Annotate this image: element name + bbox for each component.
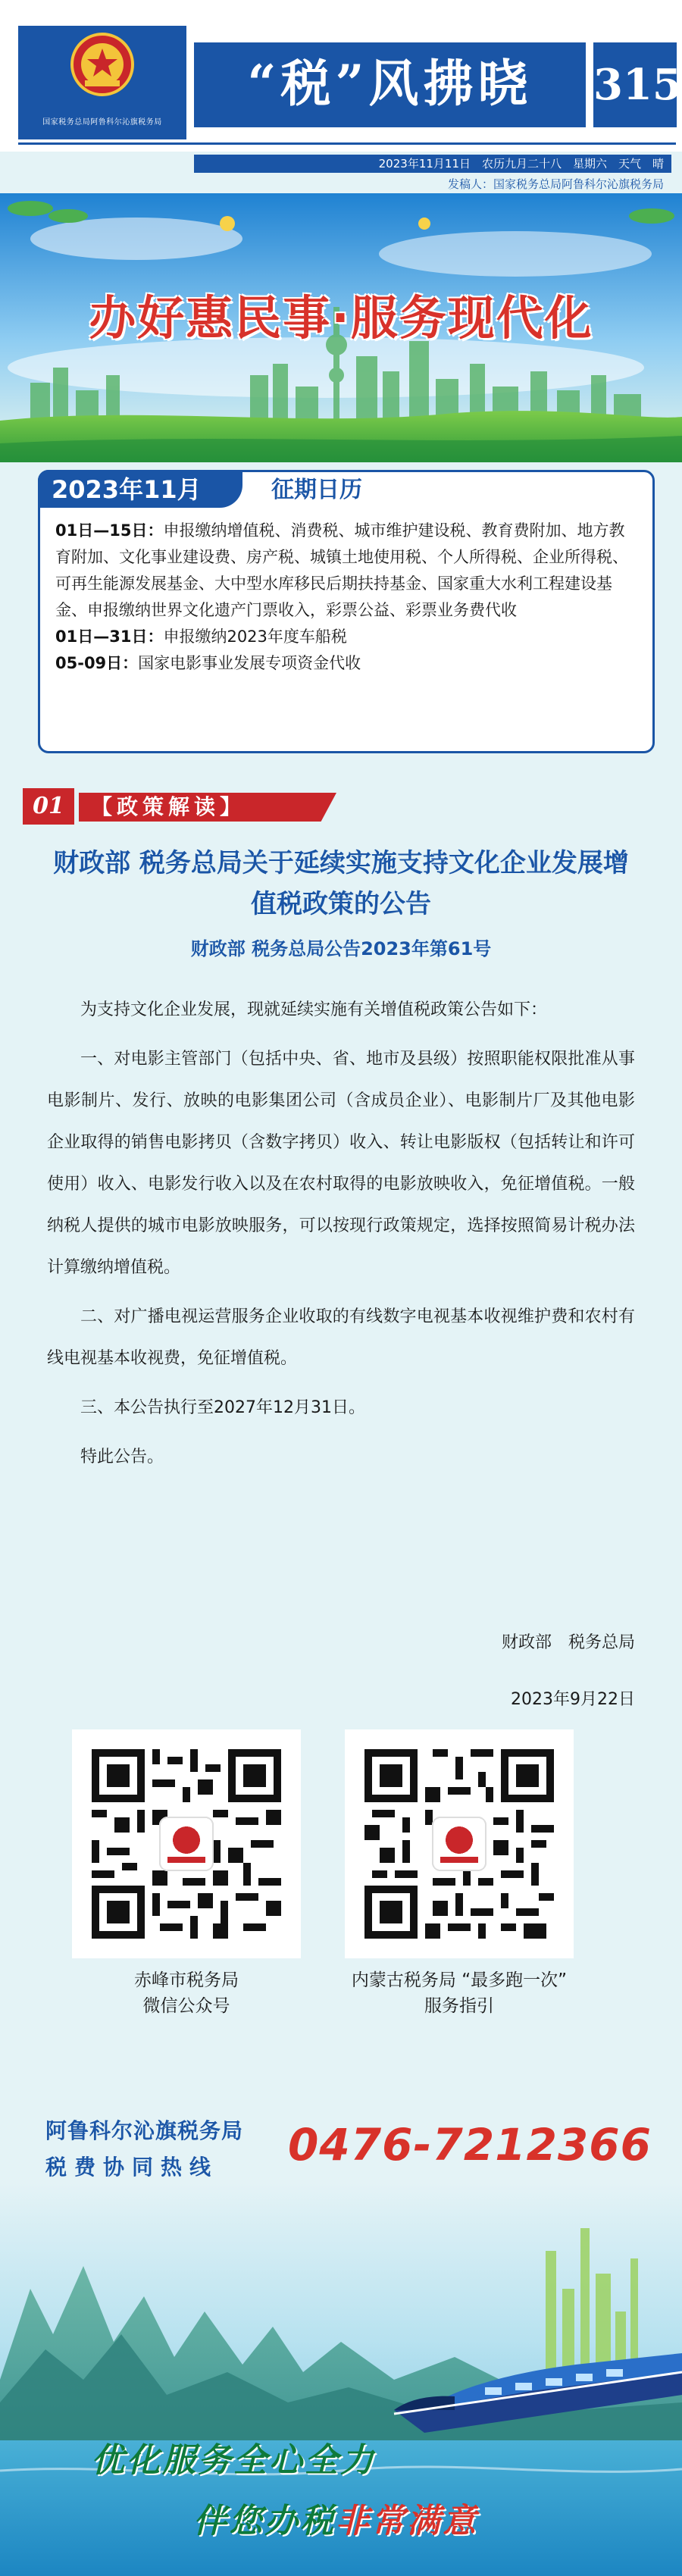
section-header xyxy=(23,788,341,825)
slogan-line-2 xyxy=(193,2493,478,2542)
author-line: 发稿人：国家税务总局阿鲁科尔沁旗税务局 xyxy=(447,177,664,191)
article-title: 财政部 税务总局关于延续实施支持文化企业发展增值税政策的公告 xyxy=(53,848,629,919)
qr-code-service-guide[interactable] xyxy=(345,1729,574,1958)
hotline-label: 税费协同热线 xyxy=(45,2155,219,2180)
hotline-org: 阿鲁科尔沁旗税务局 xyxy=(45,2118,244,2143)
slogan-line-1: 优化服务全心全力 xyxy=(91,2441,376,2480)
issue-date: 2023年9月22日 xyxy=(511,1690,635,1709)
calendar-row-text: 申报缴纳增值税、消费税、城市维护建设税、教育费附加、地方教育附加、文化事业建设费、房产税、城镇土地使用税、个人所得税、企业所得税、可再生能源发展基金、大中型水库移民后期扶持基金、国家重大水利工程建设基金、申报缴纳世界文化遗产门票收入，彩票公益、彩票业务费代收 xyxy=(55,521,628,619)
calendar-row-text: 国家电影事业发展专项资金代收 xyxy=(138,654,361,672)
dateline: 2023年11月11日 农历九月二十八 星期六 天气 晴 xyxy=(194,155,671,173)
qr-caption-line: 赤峰市税务局 xyxy=(134,1970,239,1990)
calendar-row-range: 01日—15日： xyxy=(55,521,164,540)
calendar-row xyxy=(55,518,637,624)
article-paragraph: 一、对电影主管部门（包括中央、省、地市及县级）按照职能权限批准从事电影制片、发行、放映的电影集团公司（含成员企业）、电影制片厂及其他电影企业取得的销售电影拷贝（含数字拷贝）收入、转让电影版权（包括转让和许可使用）收入、电影发行收入以及在农村取得的电影放映收入，免征增值税。一般纳税人提供的城市电影放映服务，可以按现行政策规定，选择按照简易计税办法计算缴纳增值税。 xyxy=(47,1050,635,1277)
qr-code-icon xyxy=(364,1749,554,1939)
calendar-body xyxy=(55,518,637,677)
issue-panel xyxy=(593,42,682,127)
qr-caption-service-guide xyxy=(315,1967,603,2019)
header-divider xyxy=(18,142,676,145)
banner xyxy=(0,193,682,462)
calendar-month: 2023年11月 xyxy=(52,475,202,504)
tax-calendar xyxy=(38,470,655,753)
emblem-caption: 国家税务总局阿鲁科尔沁旗税务局 xyxy=(42,118,162,127)
calendar-row-range: 05-09日： xyxy=(55,654,139,672)
slogan-line-2-a: 伴您办税 xyxy=(193,2502,336,2540)
article-paragraph: 特此公告。 xyxy=(80,1448,164,1466)
section-title: 【政策解读】 xyxy=(91,794,246,819)
banner-headline: 办好惠民事·服务现代化 xyxy=(89,290,593,346)
slogan-line-2-b: 非常满意 xyxy=(336,2502,478,2540)
calendar-row-text: 申报缴纳2023年度车船税 xyxy=(163,628,347,646)
article-body xyxy=(47,989,635,1478)
article-paragraph: 三、本公告执行至2027年12月31日。 xyxy=(80,1398,365,1417)
title-panel xyxy=(194,42,586,127)
qr-caption-wechat xyxy=(42,1967,330,2019)
emblem-panel xyxy=(18,26,186,139)
calendar-tab xyxy=(38,470,242,508)
section-number: 01 xyxy=(23,788,74,825)
issue-number: 315 xyxy=(593,60,682,110)
qr-caption-line: 内蒙古税务局 “最多跑一次” xyxy=(351,1970,568,1990)
qr-code-wechat[interactable] xyxy=(72,1729,301,1958)
qr-caption-line: 服务指引 xyxy=(424,1996,494,2016)
calendar-label: 征期日历 xyxy=(271,477,362,503)
masthead xyxy=(0,0,682,152)
article-paragraph: 二、对广播电视运营服务企业收取的有线数字电视基本收视维护费和农村有线电视基本收视费，免征增值税。 xyxy=(47,1307,635,1368)
qr-code-icon xyxy=(92,1749,281,1939)
calendar-row xyxy=(55,624,637,650)
calendar-row xyxy=(55,650,637,677)
article-subtitle: 财政部 税务总局公告2023年第61号 xyxy=(190,938,492,959)
article-paragraph: 为支持文化企业发展，现就延续实施有关增值税政策公告如下： xyxy=(80,1000,548,1019)
tax-emblem-icon xyxy=(70,32,135,97)
signatory: 财政部 税务总局 xyxy=(501,1633,635,1652)
calendar-row-range: 01日—31日： xyxy=(55,628,164,646)
newsletter-title: “税”风拂晓 xyxy=(247,54,533,113)
qr-caption-line: 微信公众号 xyxy=(142,1996,230,2016)
hotline-number[interactable]: 0476-7212366 xyxy=(288,2119,652,2171)
